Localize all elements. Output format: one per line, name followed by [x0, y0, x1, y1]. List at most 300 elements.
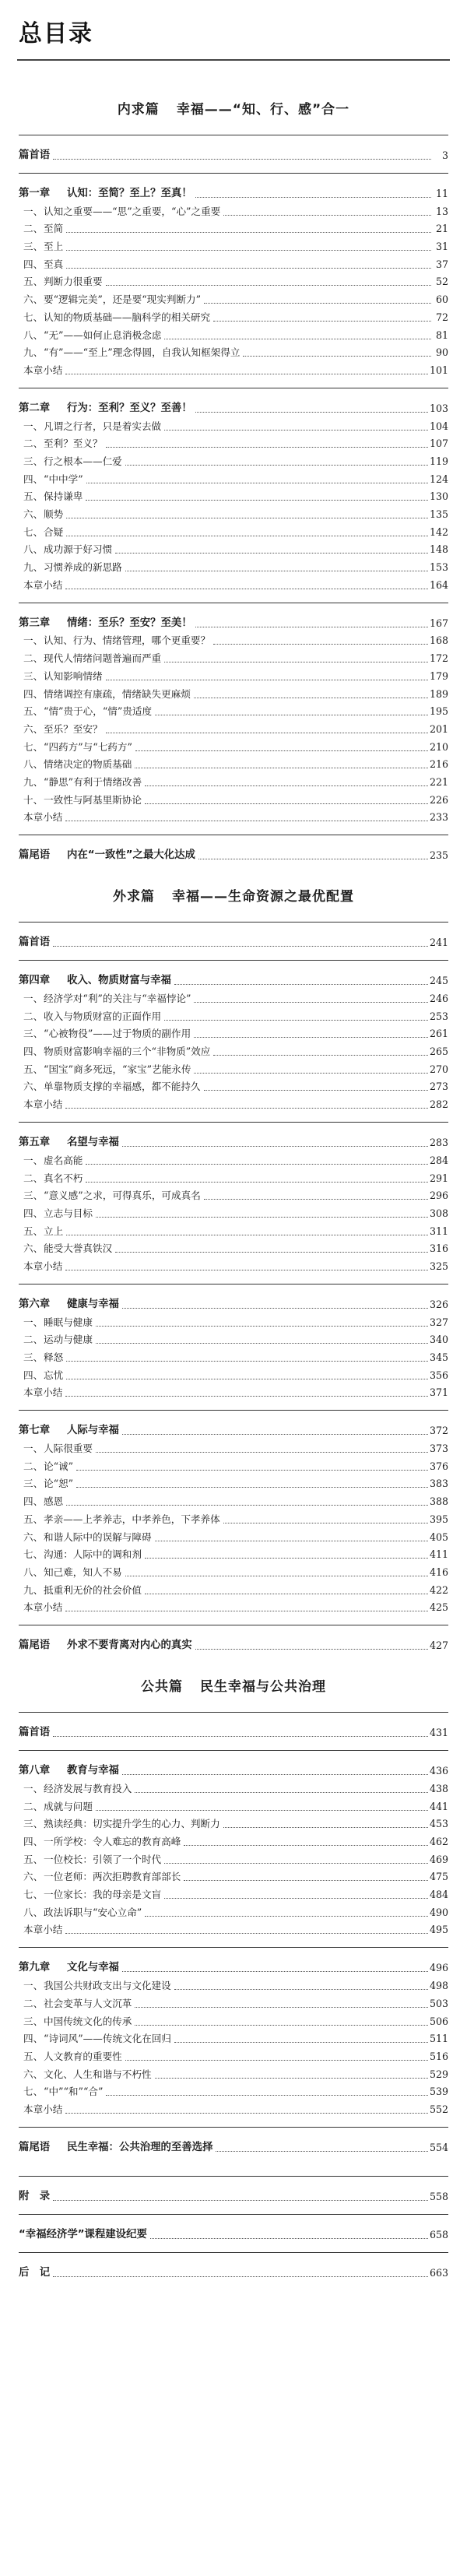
- section-entry[interactable]: [19, 1169, 448, 1186]
- toc-body: [19, 87, 448, 2281]
- section-entry[interactable]: [19, 504, 448, 522]
- chapter-summary-entry[interactable]: [19, 360, 448, 378]
- section-entry[interactable]: [19, 1562, 448, 1580]
- entry-title: [19, 1725, 50, 1741]
- section-title: 经济学对“利”的关注与“幸福悖论”: [44, 993, 191, 1004]
- entry-title: [19, 775, 142, 790]
- section-title: “无”——如何止息消极念虑: [44, 329, 162, 341]
- part-heading: [19, 98, 448, 118]
- section-number: 六、: [23, 1081, 44, 1093]
- section-entry[interactable]: [19, 2047, 448, 2065]
- dot-leader: [164, 326, 431, 339]
- section-title: 保持谦卑: [44, 490, 83, 503]
- end-matter-entry[interactable]: [19, 2261, 448, 2281]
- section-title: 至乐？至安？: [44, 722, 103, 735]
- section-entry[interactable]: [19, 1903, 448, 1921]
- section-number: 三、: [23, 241, 44, 253]
- dot-leader: [66, 1492, 428, 1506]
- entry-title: [19, 1079, 201, 1095]
- chapter-entry[interactable]: [19, 1418, 448, 1439]
- section-divider: [19, 960, 448, 961]
- page-number: 539: [429, 2086, 448, 2098]
- section-entry[interactable]: [19, 522, 448, 540]
- summary-label: 本章小结: [23, 1386, 63, 1399]
- section-number: 六、: [23, 1242, 44, 1255]
- section-entry[interactable]: [19, 1492, 448, 1509]
- section-title: 判断力很重要: [44, 276, 103, 288]
- section-entry[interactable]: [19, 666, 448, 684]
- section-number: 四、: [23, 687, 44, 700]
- dot-leader: [174, 2030, 428, 2043]
- dot-leader: [155, 1528, 428, 1541]
- section-entry[interactable]: [19, 1439, 448, 1457]
- section-entry[interactable]: [19, 1545, 448, 1563]
- section-title: 认知的物质基础——脑科学的相关研究: [44, 311, 211, 323]
- section-entry[interactable]: [19, 343, 448, 361]
- entry-title: [19, 722, 103, 737]
- page-number: 529: [429, 2068, 448, 2080]
- summary-label: 本章小结: [23, 364, 63, 376]
- section-title: 释怒: [44, 1351, 64, 1363]
- section-entry[interactable]: [19, 719, 448, 737]
- page-number: 663: [429, 2266, 448, 2279]
- section-title: 立志与目标: [44, 1207, 93, 1219]
- section-entry[interactable]: [19, 416, 448, 434]
- section-number: 一、: [23, 993, 44, 1004]
- dot-leader: [76, 1474, 428, 1488]
- section-entry[interactable]: [19, 648, 448, 666]
- section-number: 四、: [23, 1207, 44, 1219]
- dot-leader: [65, 1257, 428, 1270]
- entry-title: [19, 2265, 50, 2281]
- page-number: 13: [435, 205, 448, 217]
- chapter-number: 第五章: [19, 1137, 51, 1149]
- entry-title: [19, 292, 201, 308]
- page-title: 总目录: [19, 20, 93, 47]
- dot-leader: [145, 1581, 428, 1594]
- page-number: 311: [429, 1225, 448, 1237]
- epilogue-entry[interactable]: [19, 843, 448, 863]
- section-entry[interactable]: [19, 452, 448, 469]
- page-number: 124: [429, 473, 448, 485]
- section-entry[interactable]: [19, 434, 448, 452]
- section-entry[interactable]: [19, 1868, 448, 1885]
- entry-title: [19, 578, 62, 593]
- section-title: 知己难，知人不易: [44, 1566, 122, 1578]
- section-entry[interactable]: [19, 1060, 448, 1077]
- section-entry[interactable]: [19, 1474, 448, 1492]
- entry-title: [19, 1188, 201, 1204]
- page-number: 273: [429, 1081, 448, 1093]
- section-entry[interactable]: [19, 1779, 448, 1797]
- entry-title: [19, 401, 192, 416]
- entry-title: [19, 1097, 62, 1112]
- chapter-entry[interactable]: [19, 1759, 448, 1779]
- section-entry[interactable]: [19, 1994, 448, 2012]
- section-number: 九、: [23, 1583, 44, 1596]
- page-number: 21: [435, 223, 448, 235]
- dot-leader: [204, 290, 431, 304]
- section-entry[interactable]: [19, 989, 448, 1007]
- entry-title: [19, 489, 83, 504]
- dot-leader: [115, 1239, 428, 1253]
- section-number: 一、: [23, 205, 44, 217]
- entry-title: [19, 472, 83, 487]
- dot-leader: [145, 791, 428, 804]
- section-entry[interactable]: [19, 290, 448, 308]
- entry-title: [19, 1996, 132, 2012]
- page-number: 189: [429, 687, 448, 700]
- entry-title: [19, 848, 195, 863]
- epilogue-title: 外求不要背离对内心的真实: [67, 1639, 192, 1652]
- entry-title: [19, 1905, 142, 1921]
- epilogue-entry[interactable]: [19, 1633, 448, 1653]
- dot-leader: [194, 1024, 428, 1038]
- entry-title: [19, 2189, 50, 2205]
- page-number: 462: [429, 1836, 448, 1847]
- section-title: 孝亲——上孝养志，中孝养色，下孝养体: [44, 1513, 220, 1525]
- section-entry[interactable]: [19, 1077, 448, 1095]
- chapter-entry[interactable]: [19, 968, 448, 989]
- section-title: 经济发展与教育投入: [44, 1782, 132, 1794]
- entry-title: [19, 1153, 83, 1169]
- chapter-number: 第九章: [19, 1962, 51, 1974]
- page-number: 308: [429, 1207, 448, 1219]
- entry-title: [19, 1978, 171, 1994]
- summary-label: 本章小结: [23, 578, 63, 591]
- section-number: 三、: [23, 1190, 44, 1202]
- dot-leader: [155, 702, 428, 715]
- end-matter-label: “幸福经济学”课程建设纪要: [19, 2228, 147, 2240]
- section-title: 情绪调控有康疏，情绪缺失更麻烦: [44, 687, 191, 700]
- section-entry[interactable]: [19, 1348, 448, 1365]
- section-entry[interactable]: [19, 1850, 448, 1868]
- part-name: 内求篇: [117, 102, 160, 118]
- section-entry[interactable]: [19, 702, 448, 720]
- page-number: 265: [429, 1046, 448, 1058]
- page-number: 3: [441, 149, 448, 161]
- section-title: 虚名高能: [44, 1154, 83, 1166]
- chapter-entry[interactable]: [19, 396, 448, 416]
- chapter-title: 人际与幸福: [67, 1425, 119, 1437]
- entry-title: [19, 2049, 122, 2065]
- section-entry[interactable]: [19, 772, 448, 790]
- section-title: 至真: [44, 258, 64, 270]
- dot-leader: [195, 614, 428, 627]
- page-number: 167: [429, 617, 448, 629]
- entry-title: [19, 1423, 119, 1439]
- section-entry[interactable]: [19, 1007, 448, 1024]
- dot-leader: [65, 1598, 428, 1611]
- dot-leader: [135, 1780, 428, 1793]
- section-entry[interactable]: [19, 487, 448, 505]
- section-title: 和谐人际中的误解与障碍: [44, 1530, 152, 1543]
- section-entry[interactable]: [19, 1221, 448, 1239]
- section-entry[interactable]: [19, 790, 448, 808]
- page-number: 195: [429, 705, 448, 718]
- entry-title: [19, 1241, 112, 1256]
- chapter-summary-entry[interactable]: [19, 2100, 448, 2117]
- preface-entry[interactable]: [19, 1720, 448, 1741]
- section-title: 沟通：人际中的调和剂: [44, 1548, 142, 1561]
- section-entry[interactable]: [19, 1330, 448, 1348]
- section-number: 二、: [23, 1800, 44, 1812]
- chapter-summary-entry[interactable]: [19, 1095, 448, 1112]
- end-matter-entry[interactable]: [19, 2223, 448, 2243]
- epilogue-title: 内在“一致性”之最大化达成: [67, 849, 195, 862]
- entry-title: [19, 1583, 142, 1598]
- entry-title: [19, 1512, 220, 1527]
- section-entry[interactable]: [19, 540, 448, 558]
- section-entry[interactable]: [19, 1204, 448, 1221]
- dot-leader: [213, 1042, 428, 1056]
- entry-title: [19, 257, 63, 272]
- page-number: 261: [429, 1028, 448, 1040]
- section-entry[interactable]: [19, 2012, 448, 2030]
- dot-leader: [164, 1850, 428, 1864]
- page-number: 658: [429, 2228, 448, 2240]
- dot-leader: [106, 667, 428, 680]
- section-entry[interactable]: [19, 272, 448, 290]
- dot-leader: [125, 452, 428, 466]
- dot-leader: [106, 720, 428, 733]
- entry-title: [19, 204, 220, 220]
- section-entry[interactable]: [19, 2030, 448, 2047]
- chapter-summary-entry[interactable]: [19, 808, 448, 826]
- chapter-summary-entry[interactable]: [19, 1921, 448, 1938]
- chapter-entry[interactable]: [19, 1130, 448, 1151]
- preface-entry[interactable]: [19, 930, 448, 951]
- dot-leader: [145, 773, 428, 786]
- section-number: 八、: [23, 758, 44, 771]
- section-entry[interactable]: [19, 1313, 448, 1330]
- section-number: 二、: [23, 652, 44, 665]
- dot-leader: [76, 1457, 428, 1471]
- dot-leader: [65, 361, 428, 374]
- section-entry[interactable]: [19, 237, 448, 255]
- page-number: 37: [435, 258, 448, 270]
- page-number: 284: [429, 1154, 448, 1166]
- page-number: 104: [429, 420, 448, 432]
- section-number: 一、: [23, 634, 44, 647]
- page-number: 179: [429, 669, 448, 682]
- section-number: 五、: [23, 705, 44, 718]
- dot-leader: [86, 1169, 428, 1183]
- section-title: 情绪决定的物质基础: [44, 758, 132, 771]
- summary-label: 本章小结: [23, 811, 63, 824]
- entry-title: [19, 1638, 192, 1653]
- section-entry[interactable]: [19, 1815, 448, 1833]
- entry-title: [19, 1799, 93, 1815]
- section-number: 八、: [23, 1566, 44, 1578]
- section-number: 七、: [23, 740, 44, 753]
- section-entry[interactable]: [19, 737, 448, 755]
- section-entry[interactable]: [19, 1797, 448, 1815]
- entry-title: [19, 1476, 73, 1492]
- section-entry[interactable]: [19, 1527, 448, 1545]
- section-title: 成就与问题: [44, 1800, 93, 1812]
- epilogue-entry[interactable]: [19, 2135, 448, 2156]
- entry-title: [19, 1960, 119, 1976]
- page-number: 438: [429, 1782, 448, 1794]
- section-entry[interactable]: [19, 1509, 448, 1527]
- dot-leader: [204, 1186, 428, 1200]
- dot-leader: [65, 1921, 428, 1934]
- section-entry[interactable]: [19, 1976, 448, 1994]
- end-matter-entry[interactable]: [19, 2184, 448, 2205]
- section-entry[interactable]: [19, 1186, 448, 1204]
- dot-leader: [66, 1366, 428, 1379]
- page-number: 490: [429, 1906, 448, 1918]
- dot-leader: [195, 399, 428, 413]
- section-title: 论“恕”: [44, 1478, 74, 1490]
- dot-leader: [106, 434, 428, 448]
- dot-leader: [66, 255, 431, 269]
- entry-title: [19, 1350, 63, 1365]
- chapter-entry[interactable]: [19, 181, 448, 202]
- page-number: 558: [429, 2190, 448, 2202]
- chapter-title: 文化与幸福: [67, 1962, 119, 1974]
- section-title: 运动与健康: [44, 1334, 93, 1346]
- section-title: 习惯养成的新思路: [44, 561, 122, 574]
- section-entry[interactable]: [19, 1024, 448, 1042]
- chapter-title: 认知：至简？至上？至真！: [67, 188, 192, 199]
- section-title: “静思”有利于情绪改善: [44, 775, 142, 788]
- section-number: 八、: [23, 329, 44, 341]
- entry-title: [19, 542, 112, 557]
- dot-leader: [135, 2012, 428, 2026]
- dot-leader: [195, 1636, 428, 1650]
- dot-leader: [150, 2226, 428, 2239]
- section-title: 认知之重要——“思”之重要，“心”之重要: [44, 205, 221, 217]
- page-number: 422: [429, 1583, 448, 1596]
- section-entry[interactable]: [19, 684, 448, 702]
- chapter-summary-entry[interactable]: [19, 575, 448, 593]
- dot-leader: [66, 1348, 428, 1362]
- section-number: 二、: [23, 438, 44, 450]
- section-number: 三、: [23, 1351, 44, 1363]
- section-title: 一位家长：我的母亲是文盲: [44, 1889, 162, 1901]
- section-entry[interactable]: [19, 557, 448, 575]
- section-number: 一、: [23, 420, 44, 432]
- section-title: 睡眠与健康: [44, 1316, 93, 1328]
- dot-leader: [155, 2065, 428, 2079]
- chapter-summary-entry[interactable]: [19, 1598, 448, 1616]
- section-entry[interactable]: [19, 469, 448, 487]
- page-number: 164: [429, 578, 448, 591]
- entry-title: [19, 669, 103, 684]
- entry-title: [19, 363, 62, 378]
- section-entry[interactable]: [19, 1580, 448, 1598]
- dot-leader: [125, 1563, 428, 1576]
- section-entry[interactable]: [19, 202, 448, 220]
- entry-title: [19, 2140, 212, 2156]
- chapter-summary-entry[interactable]: [19, 1256, 448, 1274]
- entry-title: [19, 2102, 62, 2117]
- section-entry[interactable]: [19, 1885, 448, 1903]
- section-number: 二、: [23, 1172, 44, 1184]
- page-number: 498: [429, 1980, 448, 1992]
- section-entry[interactable]: [19, 1365, 448, 1383]
- section-entry[interactable]: [19, 1151, 448, 1169]
- section-title: 单靠物质支撑的幸福感，都不能持久: [44, 1081, 201, 1093]
- page-number: 201: [429, 722, 448, 735]
- page-number: 416: [429, 1566, 448, 1578]
- section-entry[interactable]: [19, 1832, 448, 1850]
- section-entry[interactable]: [19, 220, 448, 237]
- section-number: 五、: [23, 2050, 44, 2062]
- dot-leader: [223, 1815, 428, 1828]
- dot-leader: [184, 1868, 428, 1881]
- summary-label: 本章小结: [23, 1601, 63, 1614]
- entry-title: [19, 436, 103, 452]
- page-number: 376: [429, 1460, 448, 1472]
- dot-leader: [122, 1762, 428, 1775]
- preface-entry[interactable]: [19, 143, 448, 163]
- section-number: 一、: [23, 1443, 44, 1455]
- page-number: 388: [429, 1495, 448, 1508]
- dot-leader: [65, 576, 428, 589]
- epilogue-label: 篇尾语: [19, 1639, 51, 1652]
- epilogue-label: 篇尾语: [19, 2141, 51, 2153]
- dot-leader: [174, 972, 428, 985]
- section-entry[interactable]: [19, 2065, 448, 2082]
- section-title: 行之根本——仁爱: [44, 455, 122, 467]
- section-number: 九、: [23, 561, 44, 574]
- page-number: 282: [429, 1098, 448, 1111]
- section-entry[interactable]: [19, 1239, 448, 1257]
- chapter-number: 第二章: [19, 402, 51, 414]
- entry-title: [19, 186, 192, 202]
- section-entry[interactable]: [19, 1042, 448, 1060]
- dot-leader: [135, 738, 428, 751]
- page-number: 372: [429, 1425, 448, 1437]
- page-number: 327: [429, 1316, 448, 1328]
- dot-leader: [198, 846, 428, 859]
- section-entry[interactable]: [19, 308, 448, 325]
- section-title: 论“诚”: [44, 1460, 74, 1472]
- part-subtitle: 民生幸福与公共治理: [200, 1679, 326, 1696]
- section-title: 政法诉职与“安心立命”: [44, 1906, 142, 1918]
- chapter-entry[interactable]: [19, 1292, 448, 1313]
- section-entry[interactable]: [19, 631, 448, 649]
- chapter-entry[interactable]: [19, 611, 448, 631]
- page-number: 425: [429, 1601, 448, 1614]
- section-divider: [19, 1750, 448, 1751]
- section-entry[interactable]: [19, 1457, 448, 1474]
- dot-leader: [216, 2138, 427, 2152]
- entry-title: [19, 1259, 62, 1274]
- section-entry[interactable]: [19, 255, 448, 272]
- section-number: 四、: [23, 1836, 44, 1847]
- entry-title: [19, 1026, 191, 1042]
- section-entry[interactable]: [19, 2082, 448, 2100]
- chapter-entry[interactable]: [19, 1956, 448, 1976]
- dot-leader: [53, 933, 428, 947]
- section-number: 六、: [23, 1871, 44, 1883]
- section-entry[interactable]: [19, 325, 448, 343]
- entry-title: [19, 1922, 62, 1938]
- section-entry[interactable]: [19, 755, 448, 773]
- section-number: 六、: [23, 722, 44, 735]
- part-name: 公共篇: [141, 1679, 183, 1696]
- page-number: 383: [429, 1478, 448, 1490]
- section-title: 人文教育的重要性: [44, 2050, 122, 2062]
- entry-title: [19, 560, 122, 575]
- chapter-summary-entry[interactable]: [19, 1383, 448, 1401]
- section-number: 四、: [23, 473, 44, 485]
- section-title: 一致性与阿基里斯协论: [44, 793, 142, 806]
